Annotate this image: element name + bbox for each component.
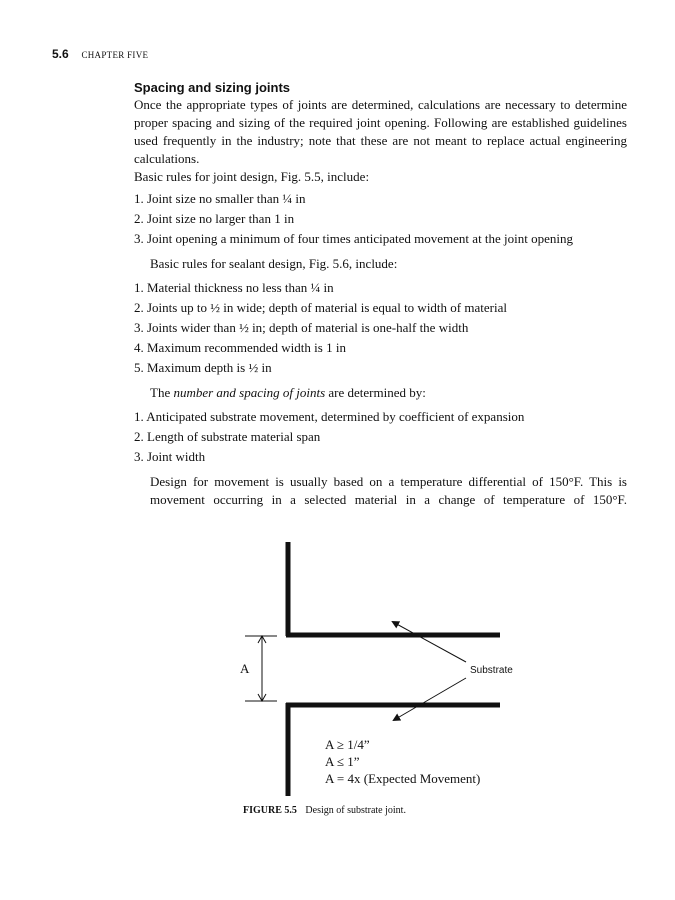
caption-label: FIGURE 5.5 [243, 805, 297, 816]
spacing-rules-list [134, 408, 627, 465]
list-item: 3. Joint opening a minimum of four times anticipated movement at the joint opening [134, 231, 574, 246]
page-header [52, 47, 148, 61]
caption-text: Design of substrate joint. [305, 805, 406, 816]
spacing-lead-emphasis: number and spacing of joints [173, 385, 326, 400]
list-item: 4. Maximum recommended width is 1 in [134, 340, 346, 355]
section-title: Spacing and sizing joints [134, 80, 291, 95]
movement-paragraph [134, 473, 627, 509]
main-content [134, 80, 627, 509]
joint-rules-list [134, 190, 627, 247]
chapter-title: CHAPTER FIVE [81, 50, 149, 60]
page-number: 5.6 [52, 47, 69, 61]
list-item: 1. Anticipated substrate movement, determined by coefficient of expansion [134, 409, 525, 424]
leader-arrow-lower [394, 678, 466, 720]
list-item: 3. Joints wider than ½ in; depth of material is one-half the width [134, 320, 469, 335]
rule-movement: A = 4x (Expected Movement) [325, 771, 481, 786]
list-item: 3. Joint width [134, 449, 206, 464]
sealant-rules-lead: Basic rules for sealant design, Fig. 5.6, include: [150, 256, 398, 271]
movement-line-2: movement occurring in a selected material in a change of temperature of 150°F. [150, 492, 627, 507]
spacing-lead-post: are determined by: [325, 385, 426, 400]
list-item: 1. Material thickness no less than ¼ in [134, 280, 334, 295]
list-item: 2. Length of substrate material span [134, 429, 321, 444]
substrate-joint-figure [235, 540, 515, 810]
joint-rules-lead: Basic rules for joint design, Fig. 5.5, include: [134, 169, 370, 184]
list-item: 1. Joint size no smaller than ¼ in [134, 191, 306, 206]
intro-paragraph: Once the appropriate types of joints are determined, calculations are necessary to determine proper spacing and sizing of the required joint opening. Following are established guidelines used frequently in the industry; note that these are not meant to replace actual engineering calculations. [134, 97, 627, 166]
dimension-label: A [240, 661, 250, 676]
figure-caption [243, 805, 406, 816]
spacing-lead-pre: The [150, 385, 174, 400]
list-item: 2. Joint size no larger than 1 in [134, 211, 295, 226]
spacing-rules-lead [150, 384, 627, 402]
rule-max: A ≤ 1” [325, 754, 360, 769]
rule-min: A ≥ 1/4” [325, 737, 370, 752]
substrate-label: Substrate [470, 665, 513, 676]
list-item: 2. Joints up to ½ in wide; depth of material is equal to width of material [134, 300, 507, 315]
list-item: 5. Maximum depth is ½ in [134, 360, 272, 375]
sealant-rules-list [134, 279, 627, 376]
leader-arrow-upper [393, 622, 466, 662]
movement-line-1: Design for movement is usually based on a temperature differential of 150°F. This is [150, 474, 627, 489]
